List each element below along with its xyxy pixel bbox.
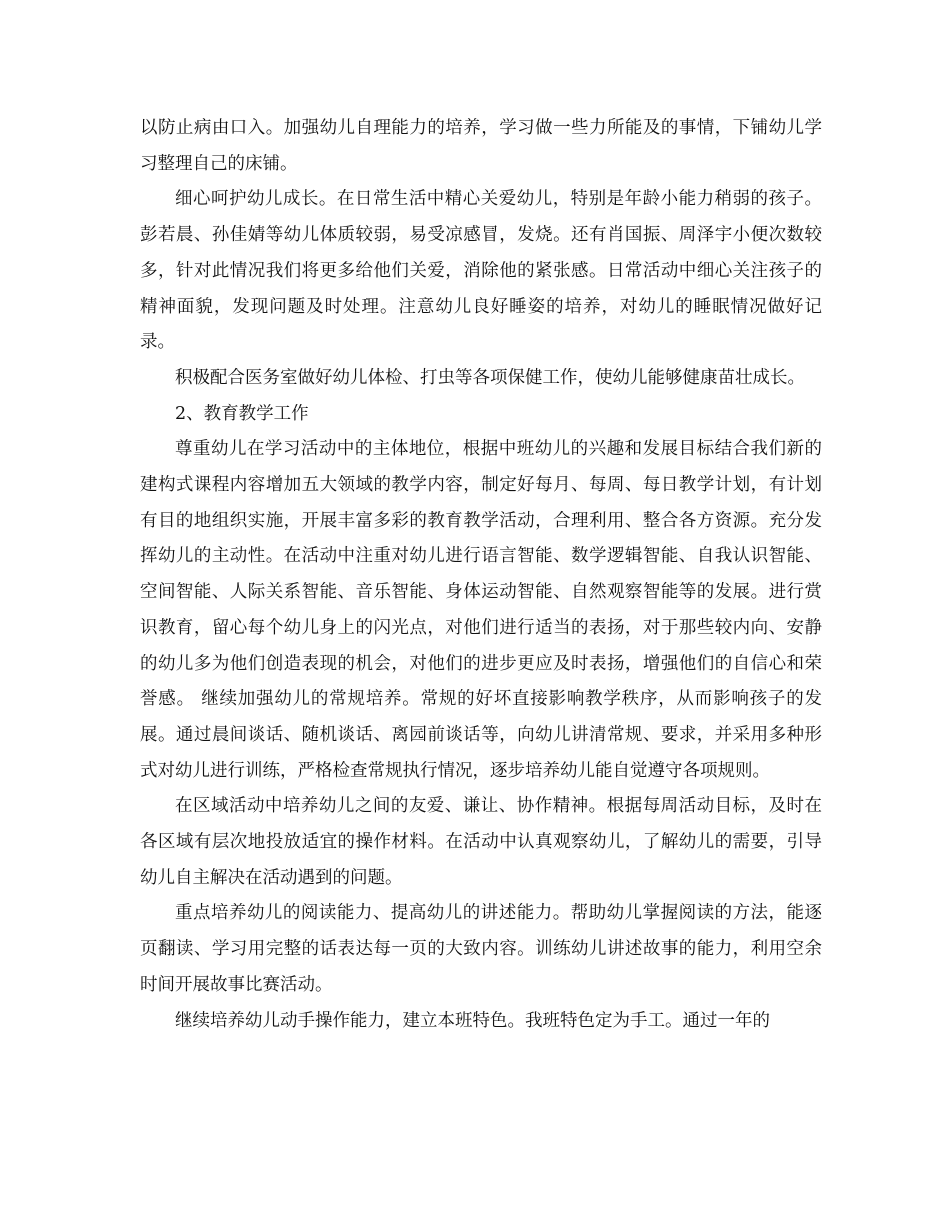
paragraph-hygiene-self-care: 以防止病由口入。加强幼儿自理能力的培养，学习做一些力所能及的事情，下铺幼儿学习整理自己的床铺。 (140, 118, 822, 174)
document-body (140, 111, 822, 1039)
paragraph-care-for-children: 细心呵护幼儿成长。在日常生活中精心关爱幼儿，特别是年龄小能力稍弱的孩子。彭若晨、孙佳婧等幼儿体质较弱，易受凉感冒，发烧。还有肖国振、周泽宇小便次数较多，针对此情况我们将更多给他们关爱，消除他的紧张感。日常活动中细心关注孩子的精神面貌，发现问题及时处理。注意幼儿良好睡姿的培养，对幼儿的睡眠情况做好记录。 (140, 189, 822, 353)
paragraph-handcraft-feature: 继续培养幼儿动手操作能力，建立本班特色。我班特色定为手工。通过一年的 (175, 1010, 770, 1031)
paragraph-teaching-activities: 尊重幼儿在学习活动中的主体地位，根据中班幼儿的兴趣和发展目标结合我们新的建构式课程内容增加五大领域的教学内容，制定好每月、每周、每日教学计划，有计划有目的地组织实施，开展丰富多彩的教育教学活动，合理利用、整合各方资源。充分发挥幼儿的主动性。在活动中注重对幼儿进行语言智能、数学逻辑智能、自我认识智能、空间智能、人际关系智能、音乐智能、身体运动智能、自然观察智能等的发展。进行赏识教育，留心每个幼儿身上的闪光点，对他们进行适当的表扬，对于那些较内向、安静的幼儿多为他们创造表现的机会，对他们的进步更应及时表扬，增强他们的自信心和荣誉感。 继续加强幼儿的常规培养。常规的好坏直接影响教学秩序，从而影响孩子的发展。通过晨间谈话、随机谈话、离园前谈话等，向幼儿讲清常规、要求，并采用多种形式对幼儿进行训练，严格检查常规执行情况，逐步培养幼儿能自觉遵守各项规则。 (140, 439, 822, 781)
paragraph-health-checkups: 积极配合医务室做好幼儿体检、打虫等各项保健工作，使幼儿能够健康苗壮成长。 (175, 367, 805, 388)
paragraph-reading-ability: 重点培养幼儿的阅读能力、提高幼儿的讲述能力。帮助幼儿掌握阅读的方法，能逐页翻读、学习用完整的话表达每一页的大致内容。训练幼儿讲述故事的能力，利用空余时间开展故事比赛活动。 (140, 903, 822, 995)
section-heading-teaching-work: 2、教育教学工作 (175, 403, 309, 424)
paragraph-area-activities: 在区域活动中培养幼儿之间的友爱、谦让、协作精神。根据每周活动目标，及时在各区域有层次地投放适宜的操作材料。在活动中认真观察幼儿，了解幼儿的需要，引导幼儿自主解决在活动遇到的问题。 (140, 796, 822, 888)
